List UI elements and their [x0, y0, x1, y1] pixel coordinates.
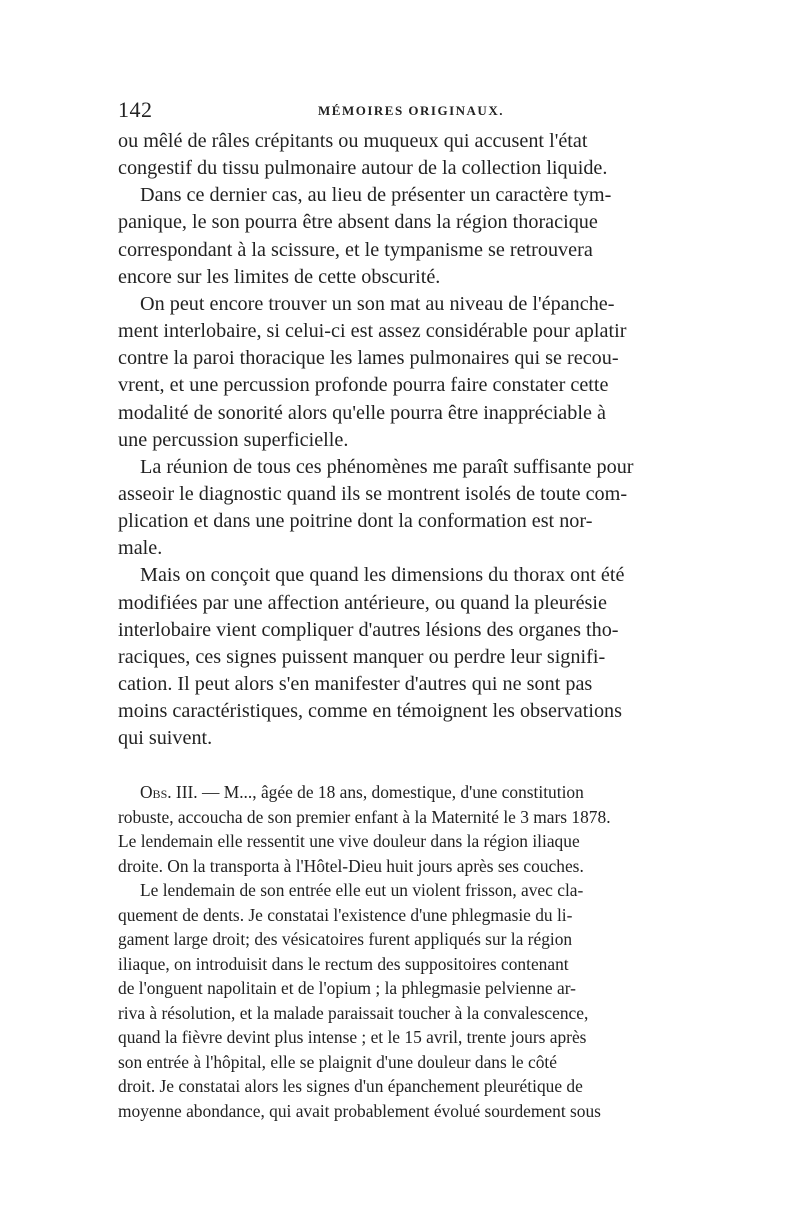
text-line: modalité de sonorité alors qu'elle pourra être inappréciable à — [118, 401, 606, 424]
text-line: encore sur les limites de cette obscurité. — [118, 265, 441, 288]
observation-line: moyenne abondance, qui avait probablement évolué sourdement sous — [118, 1100, 601, 1121]
observation-line: droite. On la transporta à l'Hôtel-Dieu huit jours après ses couches. — [118, 855, 584, 876]
text-line: correspondant à la scissure, et le tympanisme se retrouvera — [118, 238, 593, 261]
text-line: La réunion de tous ces phénomènes me paraît suffisante pour — [140, 455, 634, 478]
observation-line: gament large droit; des vésicatoires furent appliqués sur la région — [118, 929, 573, 949]
text-line: contre la paroi thoracique les lames pulmonaires qui se recou- — [118, 347, 619, 370]
text-line: modifiées par une affection antérieure, ou quand la pleurésie — [118, 591, 607, 614]
text-line: Dans ce dernier cas, au lieu de présenter un caractère tym- — [140, 184, 612, 207]
observation-line — [118, 781, 706, 803]
observation-line: de l'onguent napolitain et de l'opium ; la phlegmasie pelvienne ar- — [118, 978, 576, 998]
observation-line: son entrée à l'hôpital, elle se plaignit d'une douleur dans le côté — [118, 1051, 557, 1072]
observation-line-text: — M..., âgée de 18 ans, domestique, d'une constitution — [197, 782, 584, 802]
observation-line: droit. Je constatai alors les signes d'un épanchement pleurétique de — [118, 1076, 583, 1096]
text-line: On peut encore trouver un son mat au niveau de l'épanche- — [140, 292, 615, 315]
observation-line: Le lendemain de son entrée elle eut un violent frisson, avec cla- — [140, 880, 584, 900]
page-number: 142 — [118, 97, 153, 122]
text-line: Mais on conçoit que quand les dimensions du thorax ont été — [140, 564, 625, 587]
text-line: male. — [118, 537, 163, 560]
running-title: MÉMOIRES ORIGINAUX. — [318, 103, 504, 118]
observation-line: robuste, accoucha de son premier enfant à la Maternité le 3 mars 1878. — [118, 806, 611, 827]
text-line: moins caractéristiques, comme en témoignent les observations — [118, 700, 622, 723]
observation-line: quement de dents. Je constatai l'existence d'une phlegmasie du li- — [118, 904, 573, 925]
text-line: panique, le son pourra être absent dans la région thoracique — [118, 211, 598, 234]
text-line: raciques, ces signes puissent manquer ou perdre leur signifi- — [118, 645, 606, 668]
observation-line: Le lendemain elle ressentit une vive douleur dans la région iliaque — [118, 831, 580, 851]
observation-line: riva à résolution, et la malade paraissait toucher à la convalescence, — [118, 1002, 589, 1023]
text-line: congestif du tissu pulmonaire autour de la collection liquide. — [118, 157, 608, 180]
text-line: vrent, et une percussion profonde pourra faire constater cette — [118, 374, 609, 397]
text-line: cation. Il peut alors s'en manifester d'autres qui ne sont pas — [118, 673, 593, 695]
text-line: interlobaire vient compliquer d'autres lésions des organes tho- — [118, 618, 619, 641]
text-line: ment interlobaire, si celui-ci est assez considérable pour aplatir — [118, 320, 627, 343]
text-line: asseoir le diagnostic quand ils se montrent isolés de toute com- — [118, 482, 628, 505]
page-header — [118, 97, 684, 125]
text-line: plication et dans une poitrine dont la conformation est nor- — [118, 510, 593, 533]
observation-label: Obs. III. — [140, 782, 198, 802]
text-line: une percussion superficielle. — [118, 428, 349, 451]
text-line: qui suivent. — [118, 727, 213, 750]
observation-line: quand la fièvre devint plus intense ; et le 15 avril, trente jours après — [118, 1027, 587, 1047]
observation-line: iliaque, on introduisit dans le rectum des suppositoires contenant — [118, 953, 569, 974]
text-line: ou mêlé de râles crépitants ou muqueux qui accusent l'état — [118, 130, 588, 152]
